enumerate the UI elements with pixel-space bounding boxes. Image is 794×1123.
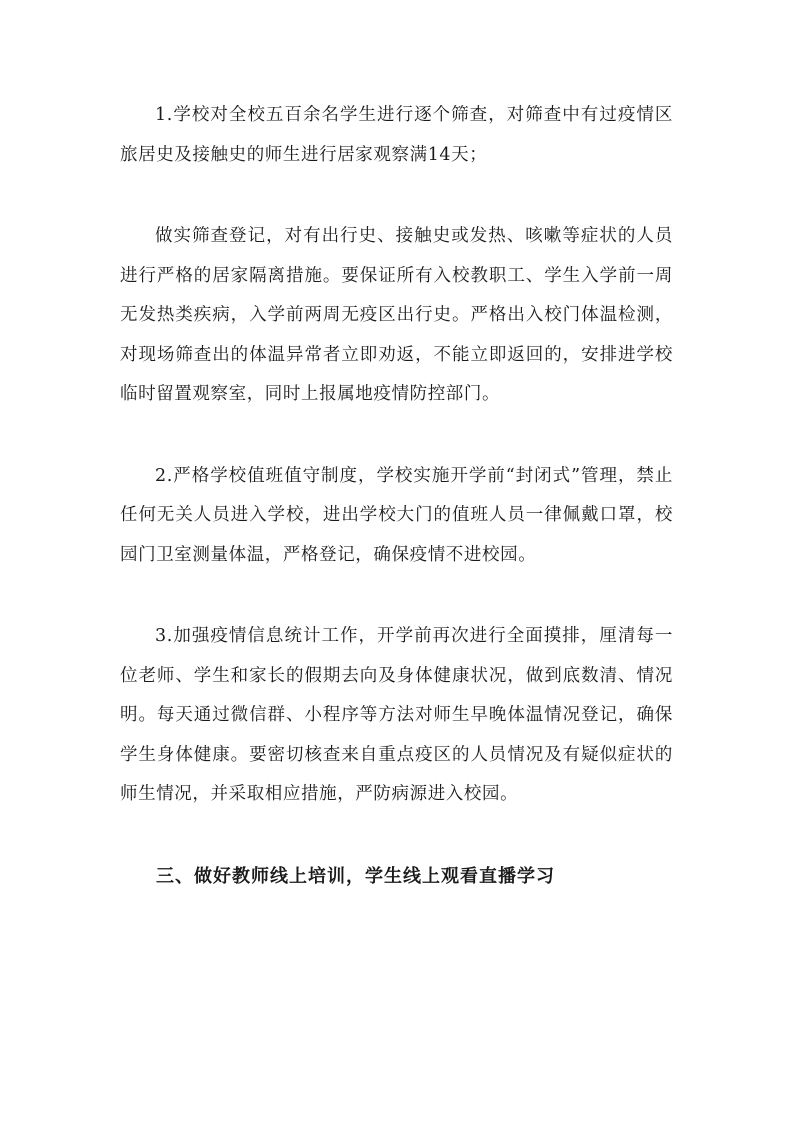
paragraph-duty-system: 2.严格学校值班值守制度，学校实施开学前“封闭式”管理，禁止任何无关人员进入学校，进出学校大门的值班人员一律佩戴口罩，校园门卫室测量体温，严格登记，确保疫情不进校园。 <box>120 465 673 565</box>
paragraph-spacer <box>120 175 673 217</box>
section-heading: 三、做好教师线上培训，学生线上观看直播学习 <box>156 865 555 887</box>
paragraph-screening: 1.学校对全校五百余名学生进行逐个筛查，对筛查中有过疫情区旅居史及接触史的师生进行居家观察满14天； <box>120 105 673 165</box>
document-body <box>120 96 673 896</box>
paragraph-spacer <box>120 815 673 857</box>
paragraph-spacer <box>120 575 673 617</box>
paragraph-registration: 做实筛查登记，对有出行史、接触史或发热、咳嗽等症状的人员进行严格的居家隔离措施。要保证所有入校教职工、学生入学前一周无发热类疾病，入学前两周无疫区出行史。严格出入校门体温检测，对现场筛查出的体温异常者立即劝返，不能立即返回的，安排进学校临时留置观察室，同时上报属地疫情防控部门。 <box>120 226 673 404</box>
paragraph-statistics: 3.加强疫情信息统计工作，开学前再次进行全面摸排，厘清每一位老师、学生和家长的假期去向及身体健康状况，做到底数清、情况明。每天通过微信群、小程序等方法对师生早晚体温情况登记，确保学生身体健康。要密切核查来自重点疫区的人员情况及有疑似症状的师生情况，并采取相应措施，严防病源进入校园。 <box>120 626 673 804</box>
paragraph-spacer <box>120 415 673 457</box>
